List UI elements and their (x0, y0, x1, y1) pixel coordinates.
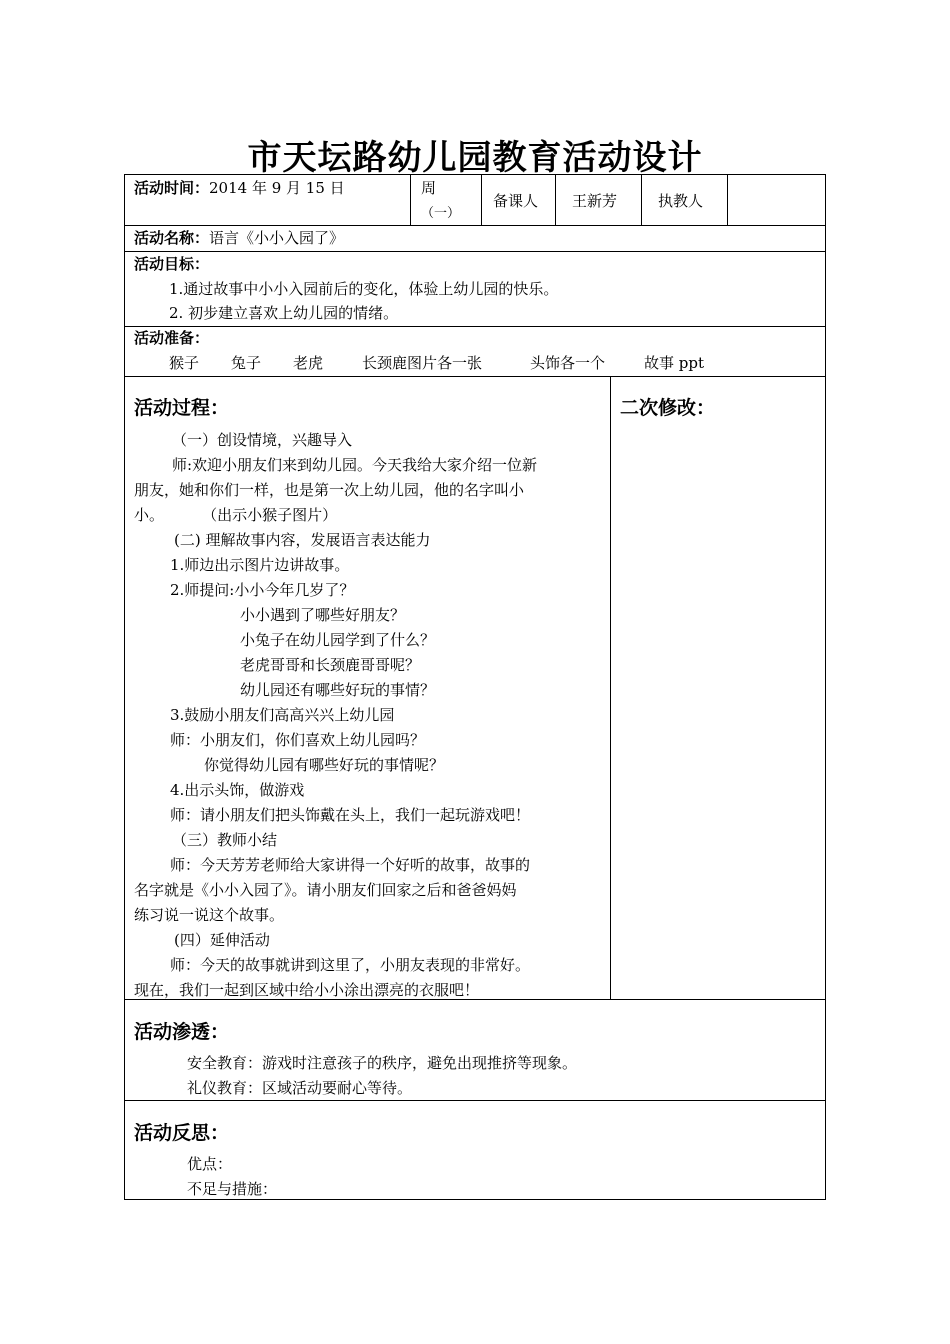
process-line: 师：小朋友们，你们喜欢上幼儿园吗？ (170, 731, 426, 749)
process-line: （一）创设情境，兴趣导入 (172, 431, 353, 449)
preparation-label: 活动准备： (134, 329, 210, 347)
col-divider (727, 175, 728, 225)
process-line: 3.鼓励小朋友们高高兴兴上幼儿园 (170, 706, 395, 724)
lesson-plan-table (124, 174, 826, 1200)
col-divider (641, 175, 642, 225)
week-label: 周 (421, 179, 437, 197)
col-divider (481, 175, 482, 225)
preparation-item: 猴子 (169, 354, 200, 372)
process-line: 1.师边出示图片边讲故事。 (170, 556, 350, 574)
process-line: 现在，我们一起到区域中给小小涂出漂亮的衣服吧！ (134, 981, 480, 999)
process-line: 小小遇到了哪些好朋友？ (240, 606, 406, 624)
row-divider (125, 376, 825, 377)
process-line: 名字就是《小小入园了》。请小朋友们回家之后和爸爸妈妈 (134, 881, 517, 899)
preparation-item: 头饰各一个 (530, 354, 606, 372)
page-title: 市天坛路幼儿园教育活动设计 (247, 138, 703, 178)
process-content (134, 428, 604, 1003)
col-divider (410, 175, 411, 225)
teacher-label: 执教人 (658, 192, 704, 210)
activity-time-label: 活动时间： (134, 179, 210, 197)
goals-label: 活动目标： (134, 255, 210, 273)
reflection-item: 不足与措施： (187, 1180, 278, 1198)
reflection-label: 活动反思： (134, 1122, 230, 1144)
goal-item: 2. 初步建立喜欢上幼儿园的情绪。 (169, 304, 399, 322)
preparation-item: 兔子 (231, 354, 262, 372)
activity-time-cell (134, 176, 345, 201)
process-line: 你觉得幼儿园有哪些好玩的事情呢？ (204, 756, 445, 774)
revision-label: 二次修改： (620, 397, 716, 419)
col-divider (555, 175, 556, 225)
integration-label: 活动渗透： (134, 1021, 230, 1043)
process-label: 活动过程： (134, 397, 230, 419)
process-line: (二) 理解故事内容，发展语言表达能力 (174, 531, 431, 549)
process-line: 朋友，她和你们一样，也是第一次上幼儿园，他的名字叫小 (134, 481, 525, 499)
activity-name-value: 语言《小小入园了》 (209, 229, 345, 247)
col-divider (610, 376, 611, 999)
goal-item: 1.通过故事中小小入园前后的变化，体验上幼儿园的快乐。 (169, 280, 559, 298)
integration-item: 礼仪教育：区域活动要耐心等待。 (187, 1079, 413, 1097)
activity-name-cell (134, 226, 344, 251)
process-line: 小兔子在幼儿园学到了什么？ (240, 631, 436, 649)
row-divider (125, 326, 825, 327)
preparer-name: 王新芳 (572, 192, 618, 210)
process-line: 小。 （出示小猴子图片） (134, 506, 338, 524)
row-divider (125, 251, 825, 252)
process-line: （三）教师小结 (172, 831, 278, 849)
process-line: 幼儿园还有哪些好玩的事情？ (240, 681, 436, 699)
activity-time-value: 2014 年 9 月 15 日 (209, 179, 345, 197)
process-line: 师：今天芳芳老师给大家讲得一个好听的故事，故事的 (170, 856, 531, 874)
process-line: 师:欢迎小朋友们来到幼儿园。今天我给大家介绍一位新 (172, 456, 538, 474)
preparer-label: 备课人 (493, 192, 539, 210)
process-line: 师：今天的故事就讲到这里了，小朋友表现的非常好。 (170, 956, 531, 974)
preparation-item: 故事 ppt (644, 354, 705, 372)
process-line: 老虎哥哥和长颈鹿哥哥呢？ (240, 656, 421, 674)
reflection-item: 优点： (187, 1155, 233, 1173)
process-line: 师：请小朋友们把头饰戴在头上，我们一起玩游戏吧！ (170, 806, 531, 824)
process-line: 4.出示头饰，做游戏 (170, 781, 305, 799)
preparation-item: 老虎 (293, 354, 324, 372)
preparation-item: 长颈鹿图片各一张 (362, 354, 483, 372)
integration-item: 安全教育：游戏时注意孩子的秩序，避免出现推挤等现象。 (187, 1054, 578, 1072)
process-line: (四）延伸活动 (174, 931, 270, 949)
process-line: 2.师提问:小小今年几岁了？ (170, 581, 355, 599)
week-value: （一） (421, 206, 461, 221)
process-line: 练习说一说这个故事。 (134, 906, 285, 924)
activity-name-label: 活动名称： (134, 229, 210, 247)
